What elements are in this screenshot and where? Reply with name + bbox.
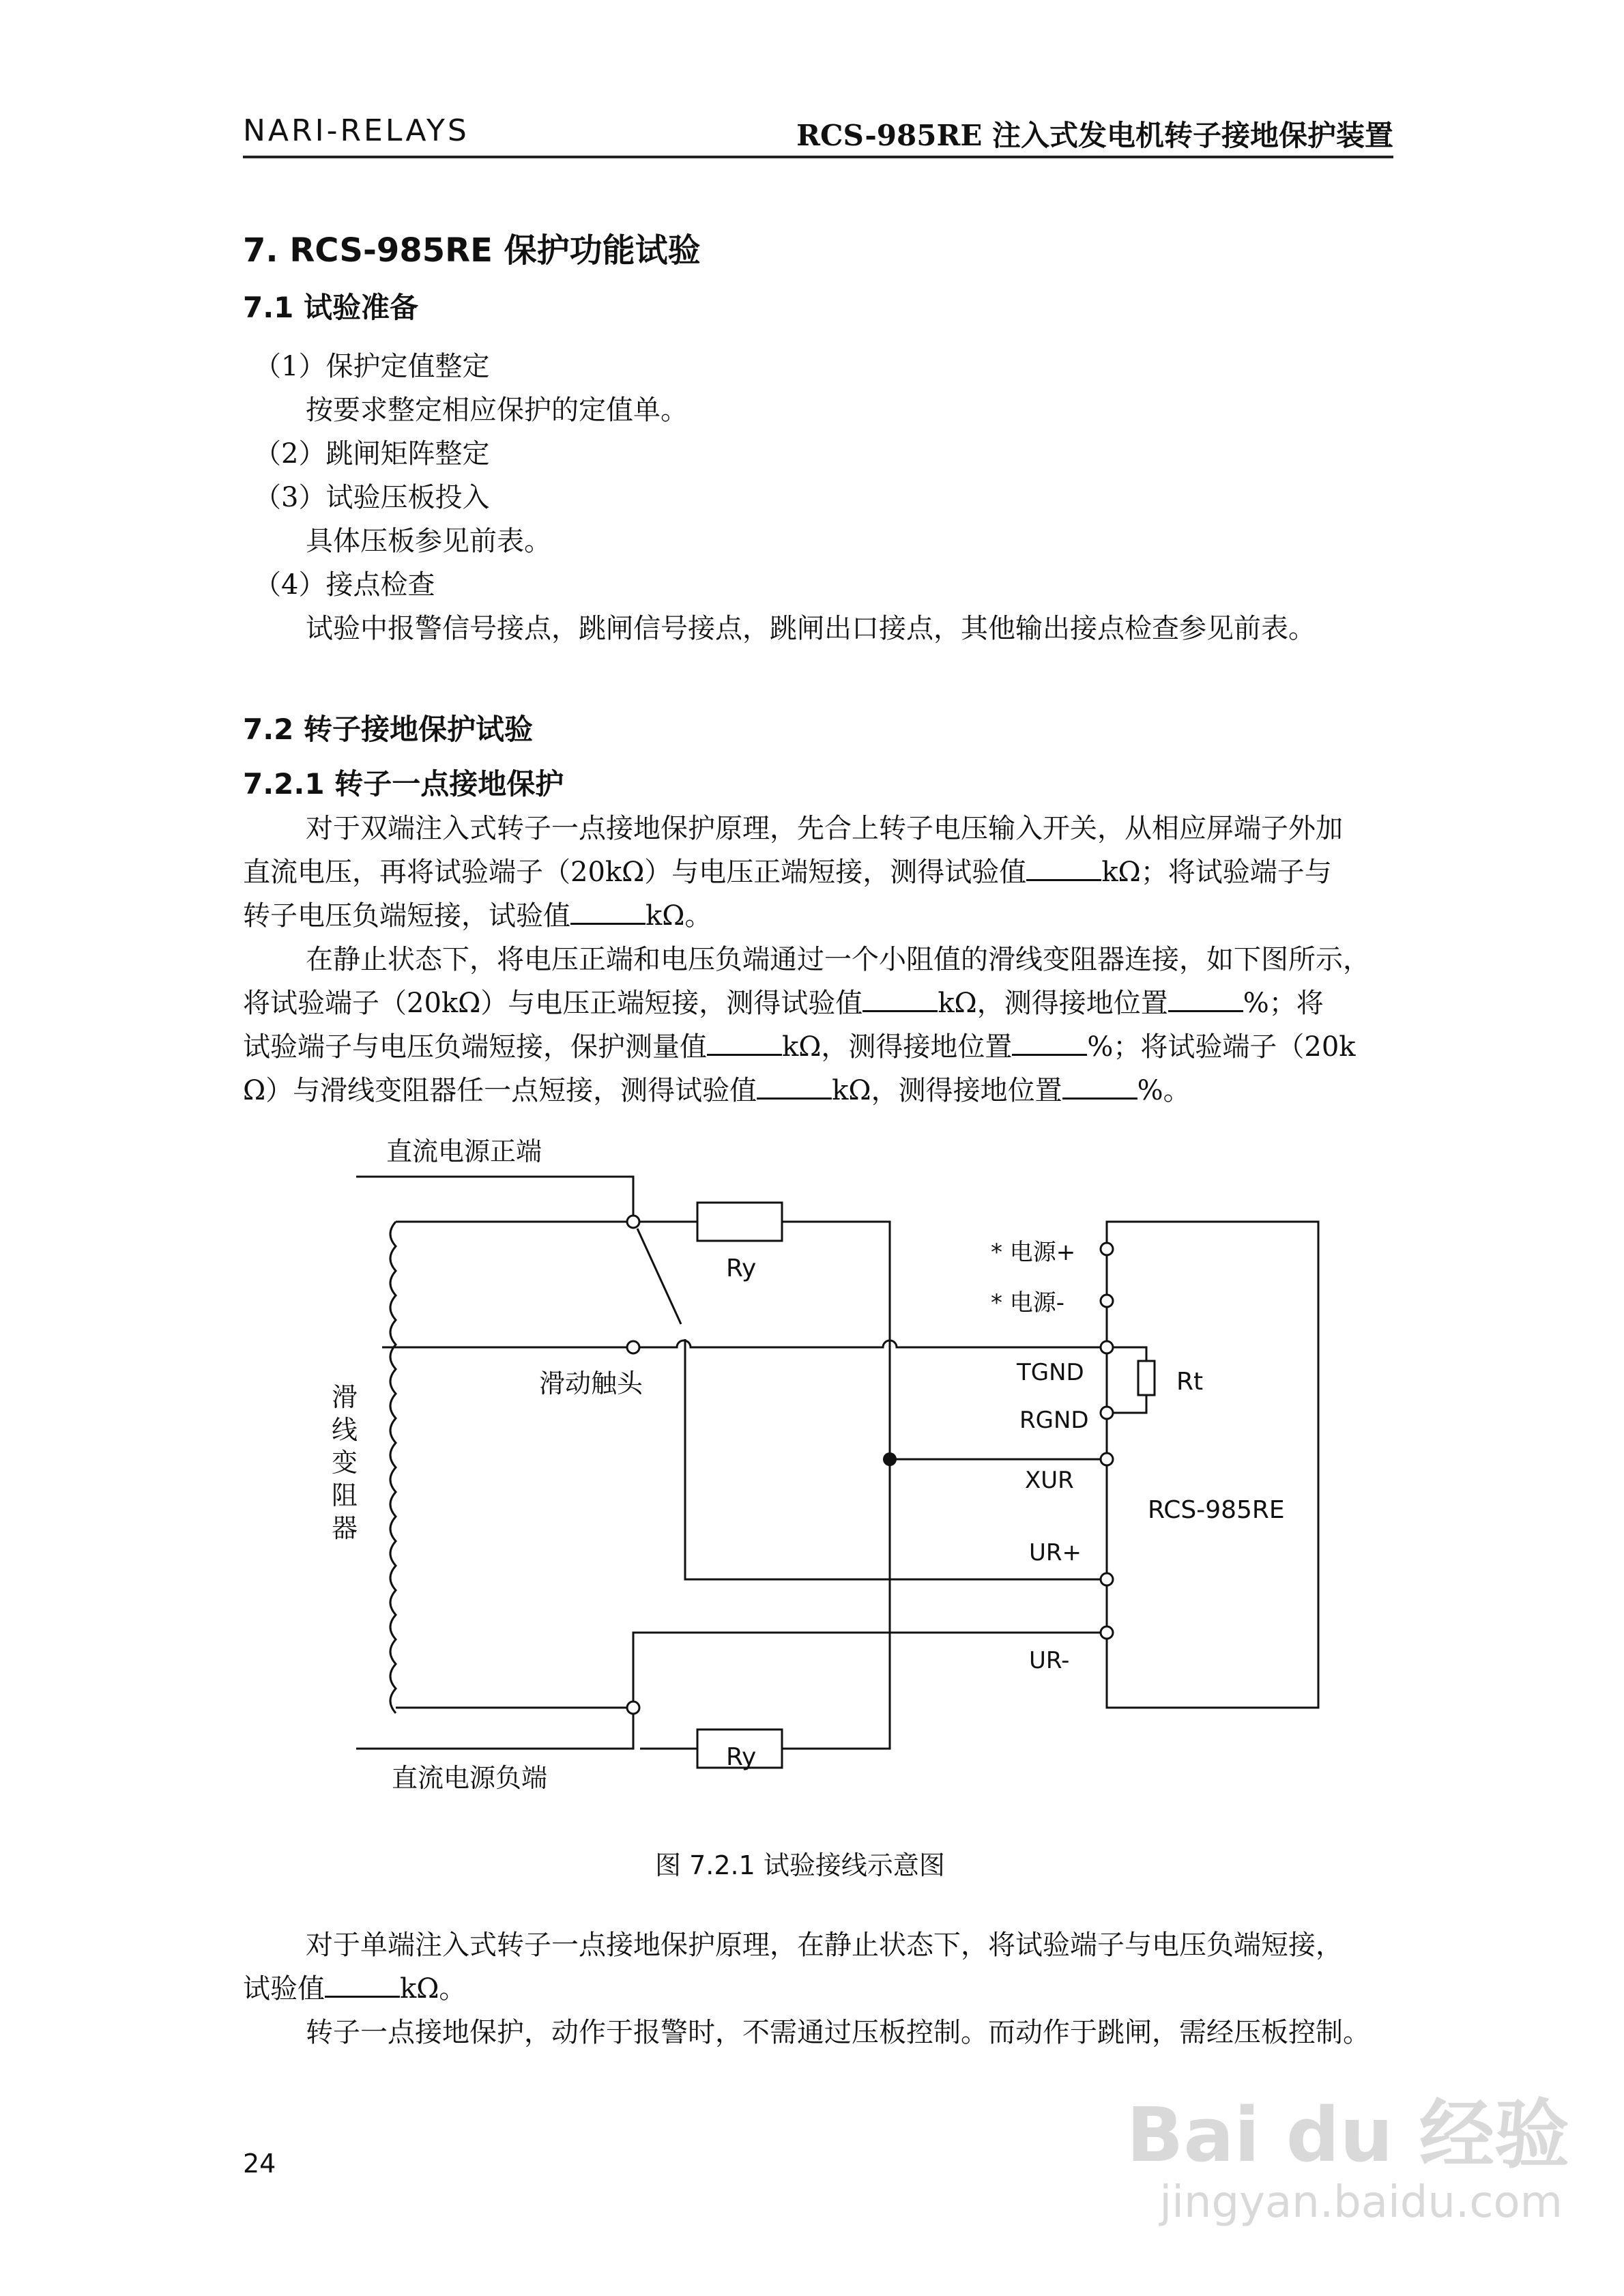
ry-top-resistor bbox=[697, 1203, 782, 1241]
para1-line1: 对于双端注入式转子一点接地保护原理，先合上转子电压输入开关，从相应屏端子外加 bbox=[306, 813, 1343, 844]
page-number: 24 bbox=[243, 2149, 276, 2179]
device-box bbox=[1107, 1222, 1318, 1708]
label-rheostat-1: 滑 bbox=[332, 1382, 358, 1412]
label-dc-negative: 直流电源负端 bbox=[392, 1763, 548, 1793]
label-device: RCS-985RE bbox=[1148, 1496, 1285, 1524]
item-4: （4）接点检查 bbox=[254, 569, 435, 601]
para1-line3: 转子电压负端短接，试验值 kΩ。 bbox=[243, 894, 712, 933]
label-urminus: UR- bbox=[1029, 1647, 1070, 1674]
rheostat-coil bbox=[390, 1222, 396, 1713]
para2-line3: 试验端子与电压负端短接，保护测量值 kΩ，测得接地位置 %；将试验端子（20k bbox=[243, 1025, 1356, 1064]
ry-return-wire bbox=[782, 1222, 890, 1749]
label-power-positive: * 电源+ bbox=[991, 1239, 1076, 1266]
para1-line2: 直流电压，再将试验端子（20kΩ）与电压正端短接，测得试验值 kΩ；将试验端子与 bbox=[243, 850, 1332, 889]
item-1: （1）保护定值整定 bbox=[254, 351, 490, 382]
label-ry-top: Ry bbox=[726, 1254, 757, 1282]
section-7-2-1-title: 7.2.1 转子一点接地保护 bbox=[243, 767, 564, 801]
label-rheostat-4: 阻 bbox=[332, 1480, 358, 1510]
para2-line2: 将试验端子（20kΩ）与电压正端短接，测得试验值 kΩ，测得接地位置 %；将 bbox=[243, 981, 1324, 1020]
header-product-title: RCS-985RE 注入式发电机转子接地保护装置 bbox=[796, 119, 1393, 152]
item-3: （3）试验压板投入 bbox=[254, 482, 490, 513]
dc-negative-wire bbox=[356, 1708, 633, 1749]
item-4-desc: 试验中报警信号接点，跳闸信号接点，跳闸出口接点，其他输出接点检查参见前表。 bbox=[306, 613, 1316, 644]
watermark-url: jingyan.baidu.com bbox=[1159, 2177, 1563, 2228]
item-3-desc: 具体压板参见前表。 bbox=[306, 526, 551, 557]
label-rheostat-5: 器 bbox=[332, 1513, 358, 1543]
label-rgnd: RGND bbox=[1019, 1407, 1089, 1434]
watermark-logo: Bai du 经验 bbox=[1126, 2091, 1569, 2179]
label-urplus: UR+ bbox=[1029, 1539, 1082, 1566]
label-power-negative: * 电源- bbox=[991, 1289, 1065, 1317]
para2-line1: 在静止状态下，将电压正端和电压负端通过一个小阻值的滑线变阻器连接，如下图所示， bbox=[306, 944, 1370, 975]
label-dc-positive: 直流电源正端 bbox=[386, 1136, 542, 1166]
slider-to-tgnd-wire bbox=[640, 1340, 1100, 1347]
label-rt: Rt bbox=[1176, 1368, 1204, 1396]
para3-line2: 试验值 kΩ。 bbox=[243, 1967, 466, 2006]
section-7-1-title: 7.1 试验准备 bbox=[243, 291, 419, 324]
label-tgnd: TGND bbox=[1017, 1359, 1084, 1386]
label-slider: 滑动触头 bbox=[539, 1368, 643, 1398]
dc-positive-wire bbox=[356, 1177, 633, 1222]
section-7-2-title: 7.2 转子接地保护试验 bbox=[243, 713, 534, 746]
rt-resistor bbox=[1138, 1361, 1155, 1395]
label-xur: XUR bbox=[1025, 1467, 1074, 1494]
figure-caption: 图 7.2.1 试验接线示意图 bbox=[655, 1850, 945, 1880]
header-company: NARI-RELAYS bbox=[243, 113, 469, 148]
para2-line4: Ω）与滑线变阻器任一点短接，测得试验值 kΩ，测得接地位置 %。 bbox=[243, 1069, 1191, 1108]
para3-line1: 对于单端注入式转子一点接地保护原理，在静止状态下，将试验端子与电压负端短接， bbox=[306, 1929, 1343, 1961]
para4: 转子一点接地保护，动作于报警时，不需通过压板控制。而动作于跳闸，需经压板控制。 bbox=[306, 2017, 1370, 2048]
item-1-desc: 按要求整定相应保护的定值单。 bbox=[306, 394, 688, 426]
label-rheostat-2: 线 bbox=[332, 1415, 358, 1445]
junction-dot bbox=[883, 1452, 897, 1466]
switch-blade bbox=[637, 1229, 681, 1324]
label-rheostat-3: 变 bbox=[332, 1448, 358, 1478]
section-7-title: 7. RCS-985RE 保护功能试验 bbox=[243, 231, 701, 270]
label-ry-bottom: Ry bbox=[726, 1743, 757, 1771]
item-2: （2）跳闸矩阵整定 bbox=[254, 438, 490, 470]
